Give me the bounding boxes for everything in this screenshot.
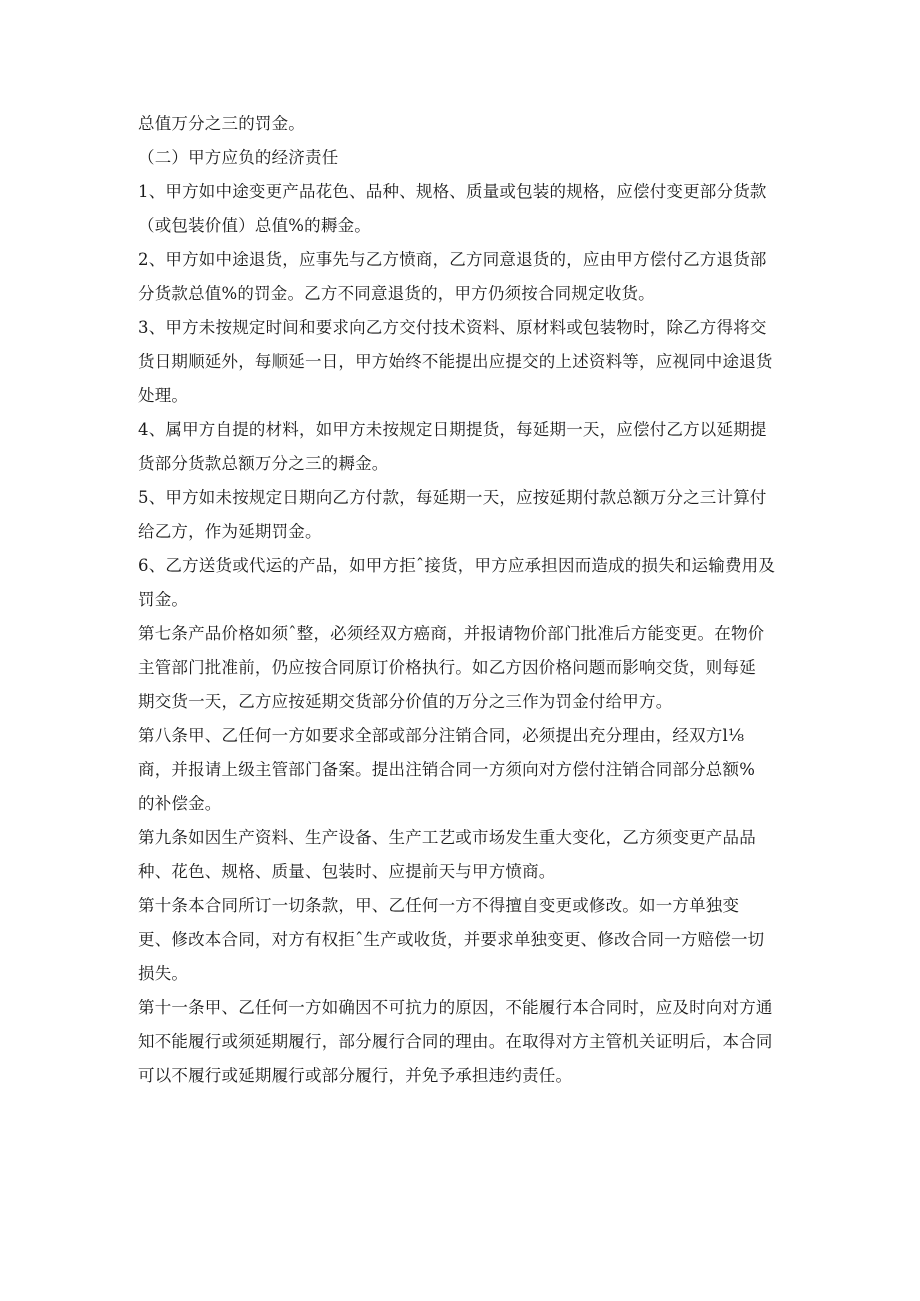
text-line: 主管部门批准前，仍应按合同原订价格执行。如乙方因价格问题而影响交货，则每延 [138, 658, 756, 677]
text-line: 2、甲方如中途退货，应事先与乙方愤商，乙方同意退货的，应由甲方偿付乙方退货部 [138, 250, 767, 269]
text-line: 第八条甲、乙任何一方如要求全部或部分注销合同，必须提出充分理由，经双方l⅛ [138, 726, 745, 745]
text-line: 处理。 [138, 386, 189, 405]
text-line: 给乙方，作为延期罚金。 [138, 522, 322, 541]
text-line: 的补偿金。 [138, 794, 222, 813]
text-line: 损失。 [138, 964, 189, 983]
text-line: 更、修改本合同，对方有权拒ˆ生产或收货，并要求单独变更、修改合同一方赔偿一切 [138, 930, 765, 949]
text-line: 罚金。 [138, 590, 189, 609]
text-line: 商，并报请上级主管部门备案。提出注销合同一方须向对方偿付注销合同部分总额% [138, 760, 756, 779]
text-line: 知不能履行或须延期履行，部分履行合同的理由。在取得对方主管机关证明后，本合同 [138, 1032, 773, 1051]
section-heading: （二）甲方应负的经济责任 [138, 148, 339, 167]
text-line: 可以不履行或延期履行或部分履行，并免予承担违约责任。 [138, 1066, 573, 1085]
text-line: 货日期顺延外，每顺延一日，甲方始终不能提出应提交的上述资料等，应视同中途退货 [138, 352, 773, 371]
text-line: 3、甲方未按规定时间和要求向乙方交付技术资料、原材料或包装物时，除乙方得将交 [138, 318, 767, 337]
text-line: 4、属甲方自提的材料，如甲方未按规定日期提货，每延期一天，应偿付乙方以延期提 [138, 420, 767, 439]
text-line: （或包装价值）总值%的耨金。 [138, 216, 371, 235]
text-line: 总值万分之三的罚金。 [138, 114, 305, 133]
text-line: 期交货一天，乙方应按延期交货部分价值的万分之三作为罚金付给甲方。 [138, 692, 673, 711]
document-body [138, 112, 788, 1088]
text-line: 5、甲方如未按规定日期向乙方付款，每延期一天，应按延期付款总额万分之三计算付 [138, 488, 767, 507]
text-line: 1、甲方如中途变更产品花色、品种、规格、质量或包装的规格，应偿付变更部分货款 [138, 182, 767, 201]
text-line: 货部分货款总额万分之三的耨金。 [138, 454, 389, 473]
text-line: 第十条本合同所订一切条款，甲、乙任何一方不得擅自变更或修改。如一方单独变 [138, 896, 740, 915]
text-line: 第七条产品价格如须ˆ整，必须经双方癌商，并报请物价部门批准后方能变更。在物价 [138, 624, 765, 643]
text-line: 种、花色、规格、质量、包装时、应提前天与甲方愤商。 [138, 862, 556, 881]
text-line: 6、乙方送货或代运的产品，如甲方拒ˆ接货，甲方应承担因而造成的损失和运输费用及 [138, 556, 776, 575]
text-line: 第九条如因生产资料、生产设备、生产工艺或市场发生重大变化，乙方须变更产品品 [138, 828, 756, 847]
text-line: 分货款总值%的罚金。乙方不同意退货的，甲方仍须按合同规定收货。 [138, 284, 655, 303]
text-line: 第十一条甲、乙任何一方如确因不可抗力的原因，不能履行本合同时，应及时向对方通 [138, 998, 773, 1017]
